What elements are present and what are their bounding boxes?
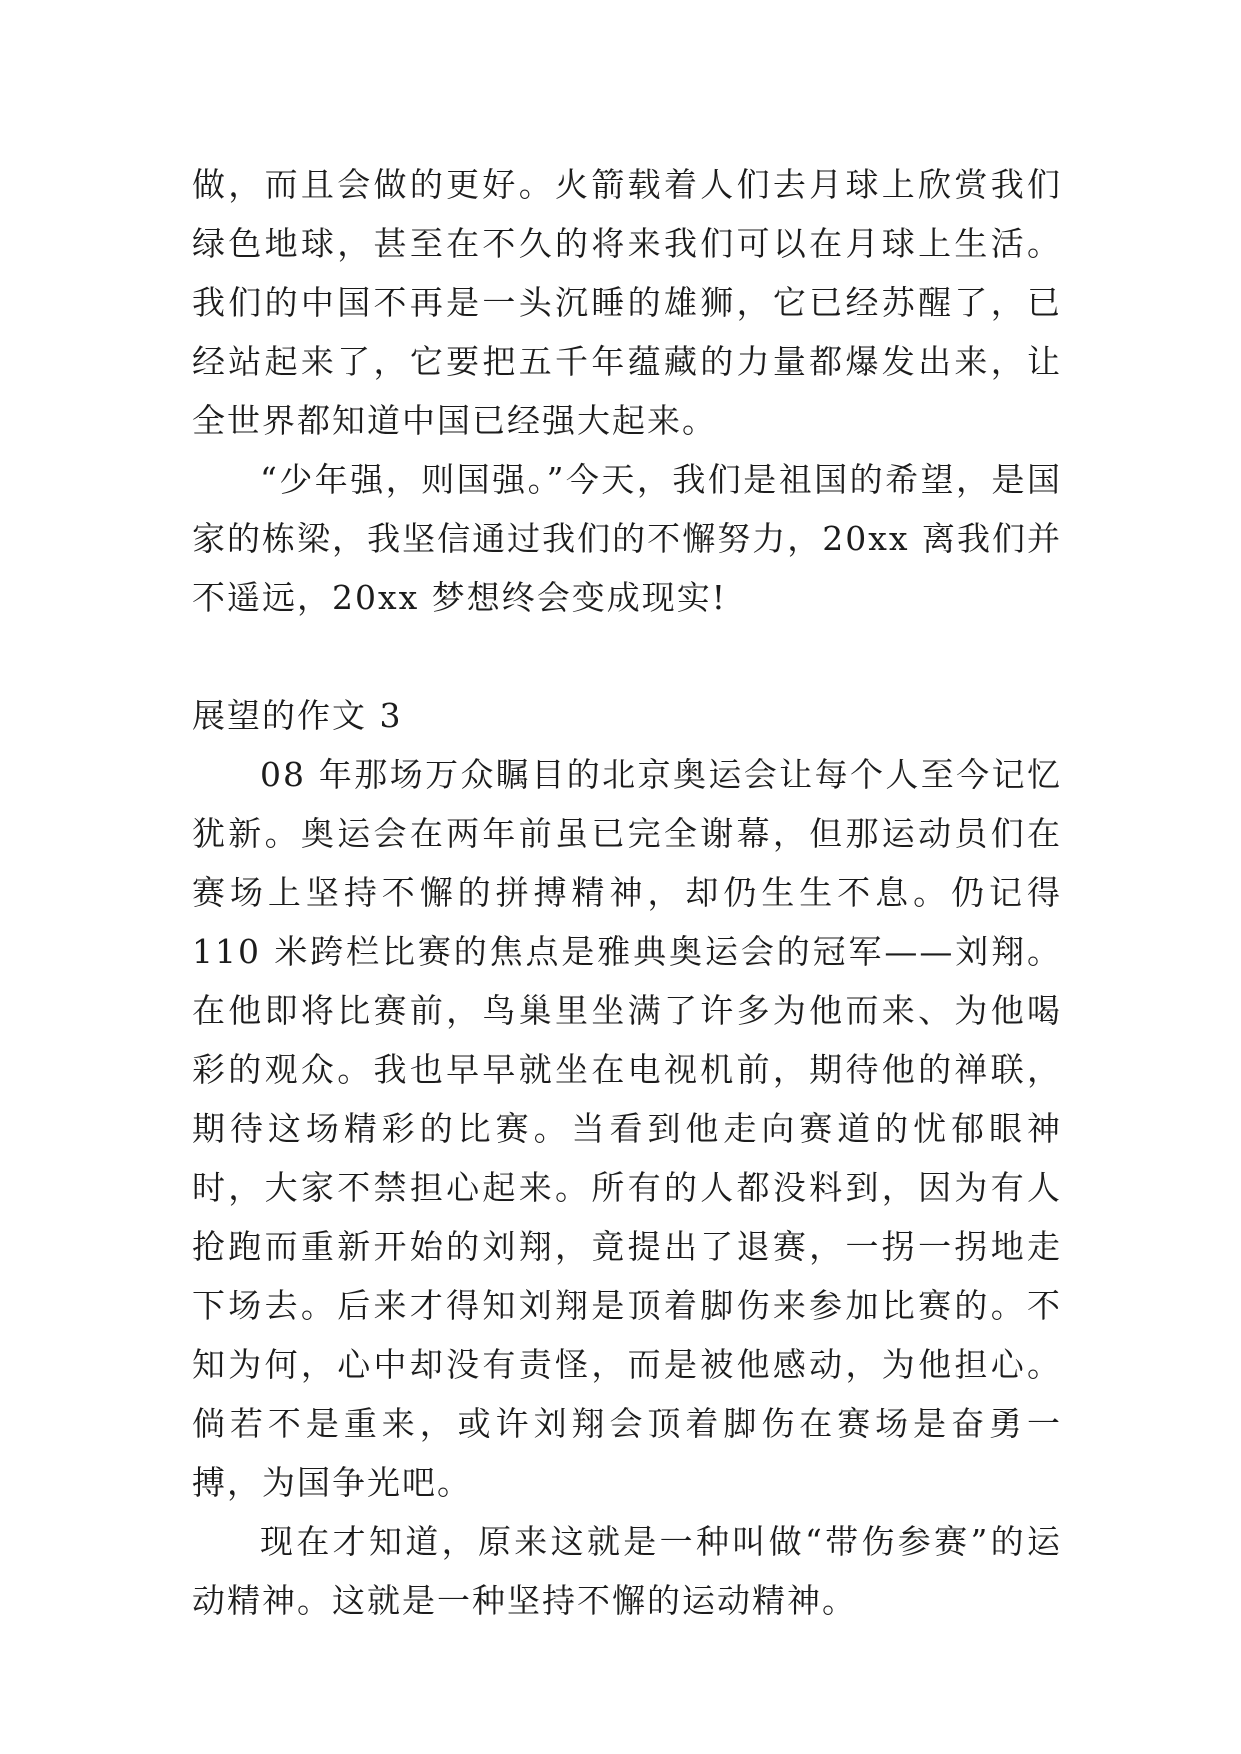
paragraph-olympics: 08 年那场万众瞩目的北京奥运会让每个人至今记忆犹新。奥运会在两年前虽已完全谢幕，但那运动员们在赛场上坚持不懈的拼搏精神，却仍生生不息。仍记得 110 米跨栏比赛的焦点是雅典奥运会的冠军——刘翔。在他即将比赛前，鸟巢里坐满了许多为他而来、为他喝彩的观众。我也早早就坐在电视机前，期待他的禅联，期待这场精彩的比赛。当看到他走向赛道的忧郁眼神时，大家不禁担心起来。所有的人都没料到，因为有人抢跑而重新开始的刘翔，竟提出了退赛，一拐一拐地走下场去。后来才得知刘翔是顶着脚伤来参加比赛的。不知为何，心中却没有责怪，而是被他感动，为他担心。倘若不是重来，或许刘翔会顶着脚伤在赛场是奋勇一搏，为国争光吧。 <box>192 755 1062 1502</box>
paragraph-youth-strong: “少年强，则国强。”今天，我们是祖国的希望，是国家的栋梁，我坚信通过我们的不懈努力，20xx 离我们并不遥远，20xx 梦想终会变成现实! <box>192 460 1062 617</box>
section-title: 展望的作文 3 <box>192 696 403 735</box>
paragraph-sport-spirit: 现在才知道，原来这就是一种叫做“带伤参赛”的运动精神。这就是一种坚持不懈的运动精神。 <box>192 1522 1062 1620</box>
document-body <box>192 155 1062 1630</box>
paragraph-continuation: 做，而且会做的更好。火箭载着人们去月球上欣赏我们绿色地球，甚至在不久的将来我们可以在月球上生活。我们的中国不再是一头沉睡的雄狮，它已经苏醒了，已经站起来了，它要把五千年蕴藏的力量都爆发出来，让全世界都知道中国已经强大起来。 <box>192 165 1062 440</box>
